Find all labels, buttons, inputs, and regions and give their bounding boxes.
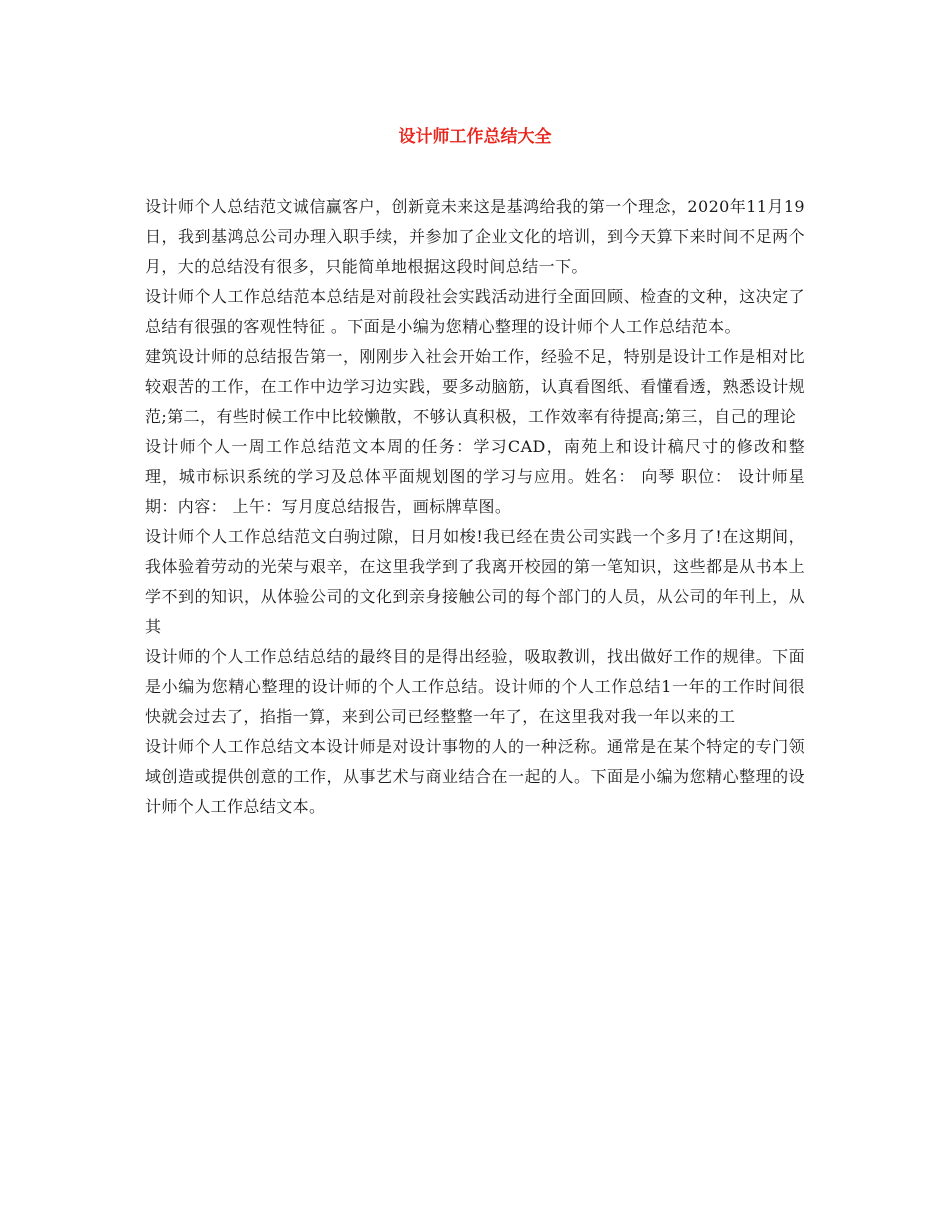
- paragraph: 设计师个人工作总结范文白驹过隙，日月如梭!我已经在贵公司实践一个多月了!在这期间，我体验着劳动的光荣与艰辛，在这里我学到了我离开校园的第一笔知识，这些都是从书本上学不到的知识，从体验公司的文化到亲身接触公司的每个部门的人员，从公司的年刊上，从其: [145, 527, 805, 636]
- paragraph: 设计师的个人工作总结总结的最终目的是得出经验，吸取教训，找出做好工作的规律。下面是小编为您精心整理的设计师的个人工作总结。设计师的个人工作总结1一年的工作时间很快就会过去了，掐指一算，来到公司已经整整一年了，在这里我对我一年以来的工: [145, 647, 805, 726]
- document-title: 设计师工作总结大全: [398, 127, 552, 147]
- paragraph: 设计师个人工作总结范本总结是对前段社会实践活动进行全面回顾、检查的文种，这决定了总结有很强的客观性特征 。下面是小编为您精心整理的设计师个人工作总结范本。: [145, 287, 805, 336]
- paragraph: 建筑设计师的总结报告第一，刚刚步入社会开始工作，经验不足，特别是设计工作是相对比较艰苦的工作，在工作中边学习边实践，要多动脑筋，认真看图纸、看懂看透，熟悉设计规范;第二，有些时候工作中比较懒散，不够认真积极，工作效率有待提高;第三，自己的理论: [145, 347, 805, 426]
- paragraph: 设计师个人一周工作总结范文本周的任务：学习CAD，南苑上和设计稿尺寸的修改和整理，城市标识系统的学习及总体平面规划图的学习与应用。姓名： 向琴 职位： 设计师星期：内容： 上午：写月度总结报告，画标牌草图。: [145, 437, 805, 516]
- paragraph: 设计师个人总结范文诚信赢客户，创新竟未来这是基鸿给我的第一个理念，2020年11月19日，我到基鸿总公司办理入职手续，并参加了企业文化的培训，到今天算下来时间不足两个月，大的总结没有很多，只能简单地根据这段时间总结一下。: [145, 197, 805, 276]
- paragraph: 设计师个人工作总结文本设计师是对设计事物的人的一种泛称。通常是在某个特定的专门领域创造或提供创意的工作，从事艺术与商业结合在一起的人。下面是小编为您精心整理的设计师个人工作总结文本。: [145, 737, 805, 816]
- document-body: [145, 192, 805, 822]
